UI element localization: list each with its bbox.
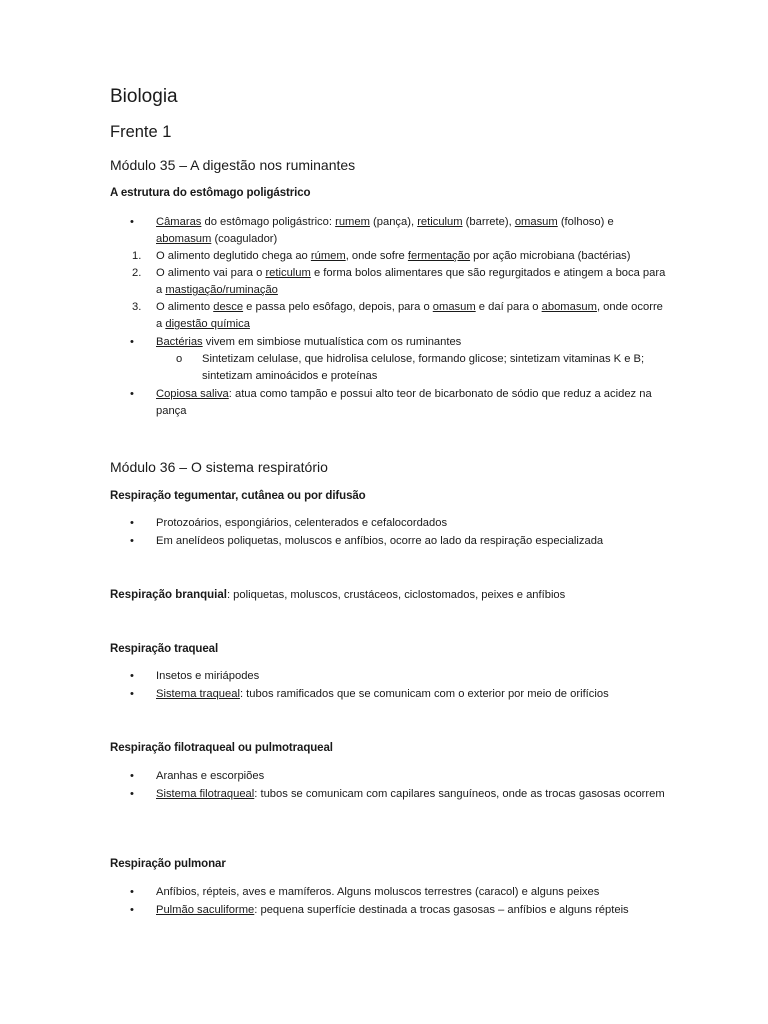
list-item-text: O alimento desce e passa pelo esôfago, depois, para o omasum e daí para o abomasum, onde ocorre a digestão química [156,301,663,330]
number-marker: 2. [132,267,142,279]
list-item-text: Sistema filotraqueal: tubos se comunicam com capilares sanguíneos, onde as trocas gasosas ocorrem [156,788,665,800]
underlined-term: reticulum [417,216,463,228]
number-marker: 3. [132,301,142,313]
list-item-text: Câmaras do estômago poligástrico: rumem (pança), reticulum (barrete), omasum (folhoso) e abomasum (coagulador) [156,216,614,245]
module-36-heading: Módulo 36 – O sistema respiratório [110,459,328,475]
underlined-term: abomasum [541,301,597,313]
bullet-marker: • [130,670,134,682]
list-item-text: Aranhas e escorpiões [156,770,265,782]
list-item-text: Protozoários, espongiários, celenterados e cefalocordados [156,517,448,529]
branquial-paragraph [110,587,670,604]
underlined-term: abomasum [156,233,212,245]
list-item-text: Bactérias vivem em simbiose mutualística com os ruminantes [156,336,462,348]
filotraqueal-heading: Respiração filotraqueal ou pulmotraqueal [110,742,333,754]
underlined-term: Bactérias [156,336,203,348]
branquial-text: : poliquetas, moluscos, crustáceos, ciclostomados, peixes e anfíbios [226,589,566,601]
bullet-marker: • [130,688,134,700]
module-35-heading: Módulo 35 – A digestão nos ruminantes [110,157,356,173]
bullet-marker: • [130,388,134,400]
underlined-term: desce [213,301,244,313]
list-item-text: Anfíbios, répteis, aves e mamíferos. Alguns moluscos terrestres (caracol) e alguns peixes [156,886,600,898]
tegumentar-heading: Respiração tegumentar, cutânea ou por difusão [110,490,366,502]
underlined-term: reticulum [265,267,311,279]
bullet-marker: • [130,336,134,348]
underlined-term: Pulmão saculiforme [156,904,255,916]
module-35-subheading: A estrutura do estômago poligástrico [110,187,311,199]
underlined-term: rumem [335,216,370,228]
list-item-text: Sistema traqueal: tubos ramificados que se comunicam com o exterior por meio de orifícios [156,688,609,700]
underlined-term: mastigação/ruminação [165,284,278,296]
pulmonar-heading: Respiração pulmonar [110,858,226,870]
list-item-text: O alimento deglutido chega ao rúmem, onde sofre fermentação por ação microbiana (bactérias) [156,250,631,262]
bullet-marker: • [130,535,134,547]
underlined-term: Sistema filotraqueal [156,788,255,800]
list-item-text: O alimento vai para o reticulum e forma bolos alimentares que são regurgitados e atingem a boca para a mastigação/ruminação [156,267,666,296]
underlined-term: digestão química [165,318,250,330]
list-item-text: Pulmão saculiforme: pequena superfície destinada a trocas gasosas – anfíbios e alguns répteis [156,904,629,916]
front-heading: Frente 1 [110,123,172,141]
bullet-marker: • [130,886,134,898]
bullet-marker: • [130,904,134,916]
branquial-label: Respiração branquial [110,589,227,601]
traqueal-heading: Respiração traqueal [110,643,219,655]
bullet-marker: • [130,517,134,529]
list-item-text: Em anelídeos poliquetas, moluscos e anfíbios, ocorre ao lado da respiração especializada [156,535,604,547]
bullet-marker: • [130,770,134,782]
number-marker: 1. [132,250,142,262]
underlined-term: fermentação [407,250,471,262]
underlined-term: rúmem [310,250,346,262]
list-item-text: Insetos e miriápodes [156,670,260,682]
underlined-term: Copiosa saliva [156,388,229,400]
underlined-term: omasum [514,216,558,228]
underlined-term: Sistema traqueal [156,688,240,700]
page-title: Biologia [110,86,178,107]
sub-bullet-marker: o [176,353,183,365]
underlined-term: Câmaras [156,216,202,228]
list-item-text: Copiosa saliva: atua como tampão e possui alto teor de bicarbonato de sódio que reduz a acidez na pança [156,388,652,417]
list-item-text: Sintetizam celulase, que hidrolisa celulose, formando glicose; sintetizam vitaminas K e B; sintetizam aminoácidos e proteínas [202,353,645,382]
bullet-marker: • [130,788,134,800]
bullet-marker: • [130,216,134,228]
underlined-term: omasum [432,301,476,313]
